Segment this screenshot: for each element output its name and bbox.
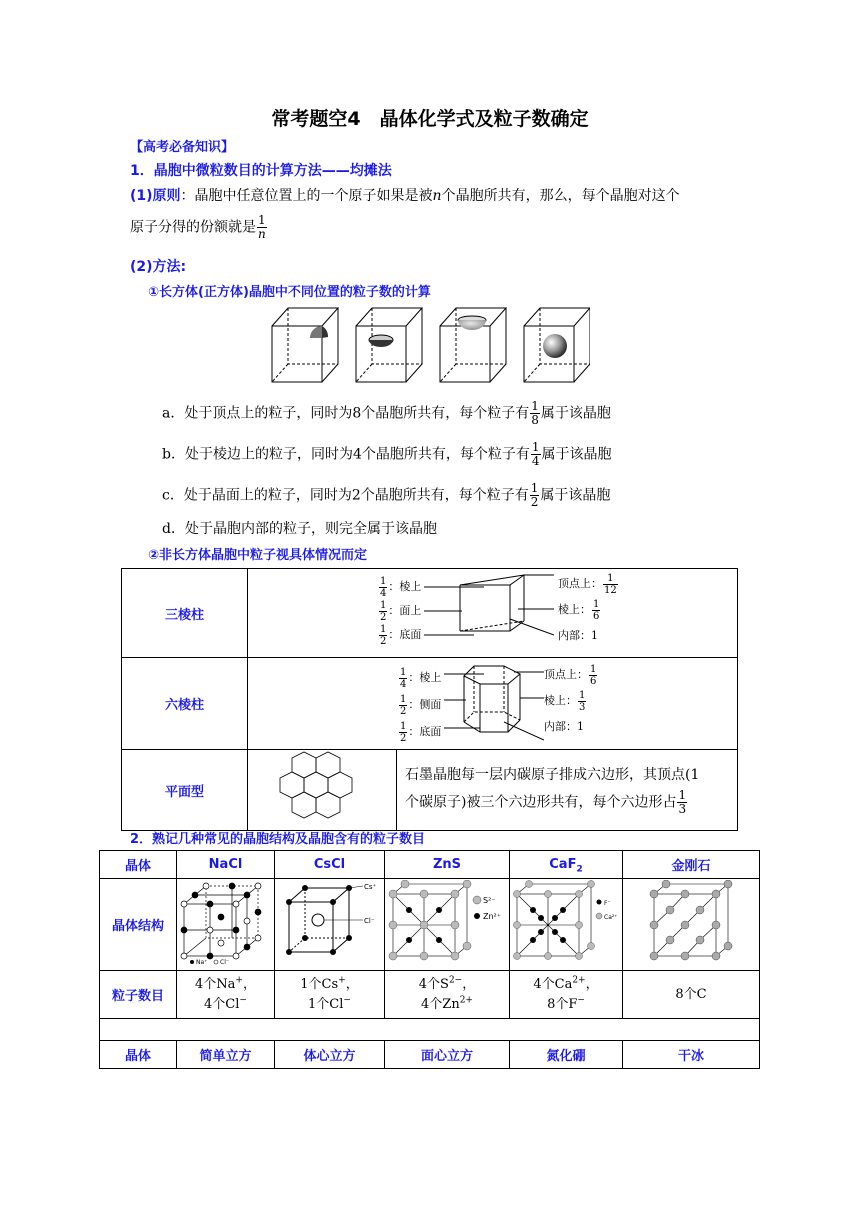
triangular-prism-diagram xyxy=(424,573,554,653)
crystal-fcc: 面心立方 xyxy=(385,1041,510,1069)
hexagonal-prism-cell xyxy=(248,658,738,750)
caf2-lattice-diagram xyxy=(511,880,621,966)
noncube-heading: ②非长方体晶胞中粒子视具体情况而定 xyxy=(148,548,368,563)
graphite-description-cell xyxy=(397,750,738,831)
principle-line-2 xyxy=(130,214,268,241)
crystal-header-row-2 xyxy=(100,1041,760,1069)
zns-legend-s: S²⁻ xyxy=(483,895,496,905)
rule-c-tail: 属于该晶胞 xyxy=(540,487,611,504)
crystal-col-label-2: 晶体 xyxy=(100,1041,177,1069)
crystal-header-row xyxy=(100,851,760,879)
crystal-name-diamond: 金刚石 xyxy=(623,851,760,879)
spacer-row xyxy=(100,1019,760,1041)
graphite-cell xyxy=(248,750,397,831)
method-label: (2)方法: xyxy=(130,259,187,275)
prism6-left-labels xyxy=(398,664,441,745)
diamond-structure xyxy=(623,879,760,971)
spacer-cell xyxy=(100,1019,760,1041)
graphite-desc-line-1: 石墨晶胞每一层内碳原子排成六边形，其顶点(1 xyxy=(405,766,700,783)
principle-line-1 xyxy=(130,186,750,206)
triangular-prism-cell xyxy=(248,569,738,658)
prism3-right-edge: 棱上： $\frac{1}{6}$ xyxy=(558,598,600,622)
rule-a-tail: 属于该晶胞 xyxy=(540,405,611,422)
prism6-right-interior: 内部：1 xyxy=(544,720,584,733)
crystal-table xyxy=(99,850,760,1069)
fraction-numerator: 1 xyxy=(531,440,540,454)
cube-heading: ①长方体(正方体)晶胞中不同位置的粒子数的计算 xyxy=(148,285,431,300)
caf2-count: 4个$Ca^{2+}$， 8个F− xyxy=(510,971,623,1019)
fraction-denominator: 2 xyxy=(530,495,539,509)
graphite-desc-line-2 xyxy=(405,789,729,816)
caf2-legend-ca: Ca²⁺ xyxy=(604,913,618,921)
rule-b-text: b．处于棱边上的粒子，同时为4个晶胞所共有，每个粒子有 xyxy=(162,446,530,463)
rule-b-fraction xyxy=(531,441,541,468)
crystal-col-label: 晶体 xyxy=(100,851,177,879)
graphite-desc-text: 个碳原子)被三个六边形共有，每个六边形占 xyxy=(405,794,677,810)
nacl-legend-cl: Cl⁻ xyxy=(219,958,229,966)
nacl-legend-na: Na⁺ xyxy=(195,958,207,966)
fraction-numerator: 1 xyxy=(530,481,539,495)
row-triangular-prism xyxy=(122,569,738,658)
label-hexagonal-prism: 六棱柱 xyxy=(122,658,248,750)
hexagonal-prism-diagram xyxy=(444,660,544,746)
rule-b xyxy=(162,441,612,468)
count-row-label: 粒子数目 xyxy=(100,971,177,1019)
prism6-right-vertex: 顶点上： $\frac{1}{6}$ xyxy=(544,663,597,687)
crystal-name-caf2: CaF$_2$ xyxy=(510,851,623,879)
label-triangular-prism: 三棱柱 xyxy=(122,569,248,658)
fraction-denominator: 8 xyxy=(531,413,539,427)
crystal-simple-cubic: 简单立方 xyxy=(177,1041,275,1069)
graphite-fraction xyxy=(677,789,687,816)
row-hexagonal-prism xyxy=(122,658,738,750)
caf2-structure xyxy=(510,879,623,971)
nacl-count: 4个Na+， 4个Cl− xyxy=(177,971,275,1019)
prism3-left-base: $\frac{1}{2}$ ：底面 xyxy=(380,623,422,647)
cscl-count: 1个Cs+， 1个Cl− xyxy=(275,971,385,1019)
crystal-structure-row xyxy=(100,879,760,971)
rule-d: d．处于晶胞内部的粒子，则完全属于该晶胞 xyxy=(162,521,437,537)
cube-position-diagrams xyxy=(270,304,590,386)
fraction-denominator: 3 xyxy=(678,801,687,816)
principle-text-b: 个晶胞所共有，那么，每个晶胞对这个 xyxy=(441,188,680,204)
cube-edge xyxy=(356,308,422,382)
graphite-hexagon-diagram xyxy=(248,750,396,826)
rule-a-fraction xyxy=(530,400,540,427)
cube-face xyxy=(440,308,506,382)
cscl-legend-cs: Cs⁺ xyxy=(363,882,376,891)
principle-label: (1)原则 xyxy=(130,188,181,204)
fraction-denominator: 4 xyxy=(531,454,540,468)
cube-vertex xyxy=(272,308,338,382)
caf2-legend-f: F⁻ xyxy=(604,899,611,907)
zns-lattice-diagram xyxy=(387,880,507,966)
cube-interior xyxy=(524,308,590,382)
crystal-boron-nitride: 氮化硼 xyxy=(510,1041,623,1069)
prism3-left-labels xyxy=(378,575,421,647)
prism6-right-labels xyxy=(544,662,598,740)
nacl-lattice-diagram xyxy=(178,880,274,966)
fraction-denominator: n xyxy=(258,227,266,241)
prism3-left-face: $\frac{1}{2}$ ：面上 xyxy=(380,599,422,623)
structure-row-label: 晶体结构 xyxy=(100,879,177,971)
page-title: 常考题空4 晶体化学式及粒子数确定 xyxy=(271,108,589,130)
particle-count-row xyxy=(100,971,760,1019)
crystal-name-zns: ZnS xyxy=(385,851,510,879)
fraction-numerator: 1 xyxy=(678,787,687,802)
crystal-bcc: 体心立方 xyxy=(275,1041,385,1069)
prism3-right-labels xyxy=(558,571,619,649)
prism6-left-edge: $\frac{1}{4}$ ：棱上 xyxy=(400,666,442,690)
crystal-dry-ice: 干冰 xyxy=(623,1041,760,1069)
diamond-count: 8个C xyxy=(623,971,760,1019)
crystal-name-cscl: CsCl xyxy=(275,851,385,879)
zns-legend-zn: Zn²⁺ xyxy=(483,911,501,921)
principle-text-c: 原子分得的份额就是 xyxy=(130,219,256,236)
crystal-name-nacl: NaCl xyxy=(177,851,275,879)
principle-n: n xyxy=(432,188,442,204)
prism6-right-edge: 棱上： $\frac{1}{3}$ xyxy=(544,689,586,713)
rule-c-text: c．处于晶面上的粒子，同时为2个晶胞所共有，每个粒子有 xyxy=(162,487,529,504)
rule-c-fraction xyxy=(530,482,540,509)
diamond-lattice-diagram xyxy=(626,880,756,966)
zns-structure xyxy=(385,879,510,971)
fraction-numerator: 1 xyxy=(258,213,266,227)
label-planar: 平面型 xyxy=(122,750,248,831)
prism6-left-base: $\frac{1}{2}$ ：底面 xyxy=(400,720,442,744)
noncube-table xyxy=(121,568,738,831)
section-1-heading: 1．晶胞中微粒数目的计算方法——均摊法 xyxy=(130,163,392,179)
zns-count: 4个$S^{2-}$， 4个$Zn^{2+}$ xyxy=(385,971,510,1019)
fraction-numerator: 1 xyxy=(531,399,539,413)
prism6-left-side: $\frac{1}{2}$ ：侧面 xyxy=(400,693,442,717)
cscl-lattice-diagram xyxy=(277,880,383,966)
section-2-heading: 2．熟记几种常见的晶胞结构及晶胞含有的粒子数目 xyxy=(130,832,426,847)
rule-c xyxy=(162,482,610,509)
rule-a xyxy=(162,400,611,427)
section-tag: 【高考必备知识】 xyxy=(130,140,235,155)
prism3-left-edge: $\frac{1}{4}$ ：棱上 xyxy=(380,575,422,599)
principle-fraction xyxy=(257,214,267,241)
prism3-right-vertex: 顶点上： $\frac{1}{12}$ xyxy=(558,572,617,596)
principle-text-a: ：晶胞中任意位置上的一个原子如果是被 xyxy=(180,188,433,204)
nacl-structure xyxy=(177,879,275,971)
rule-b-tail: 属于该晶胞 xyxy=(541,446,612,463)
rule-a-text: a．处于顶点上的粒子，同时为8个晶胞所共有，每个粒子有 xyxy=(162,405,530,422)
prism3-right-interior: 内部：1 xyxy=(558,629,598,642)
row-planar xyxy=(122,750,738,831)
cscl-legend-cl: Cl⁻ xyxy=(363,916,375,925)
cscl-structure xyxy=(275,879,385,971)
